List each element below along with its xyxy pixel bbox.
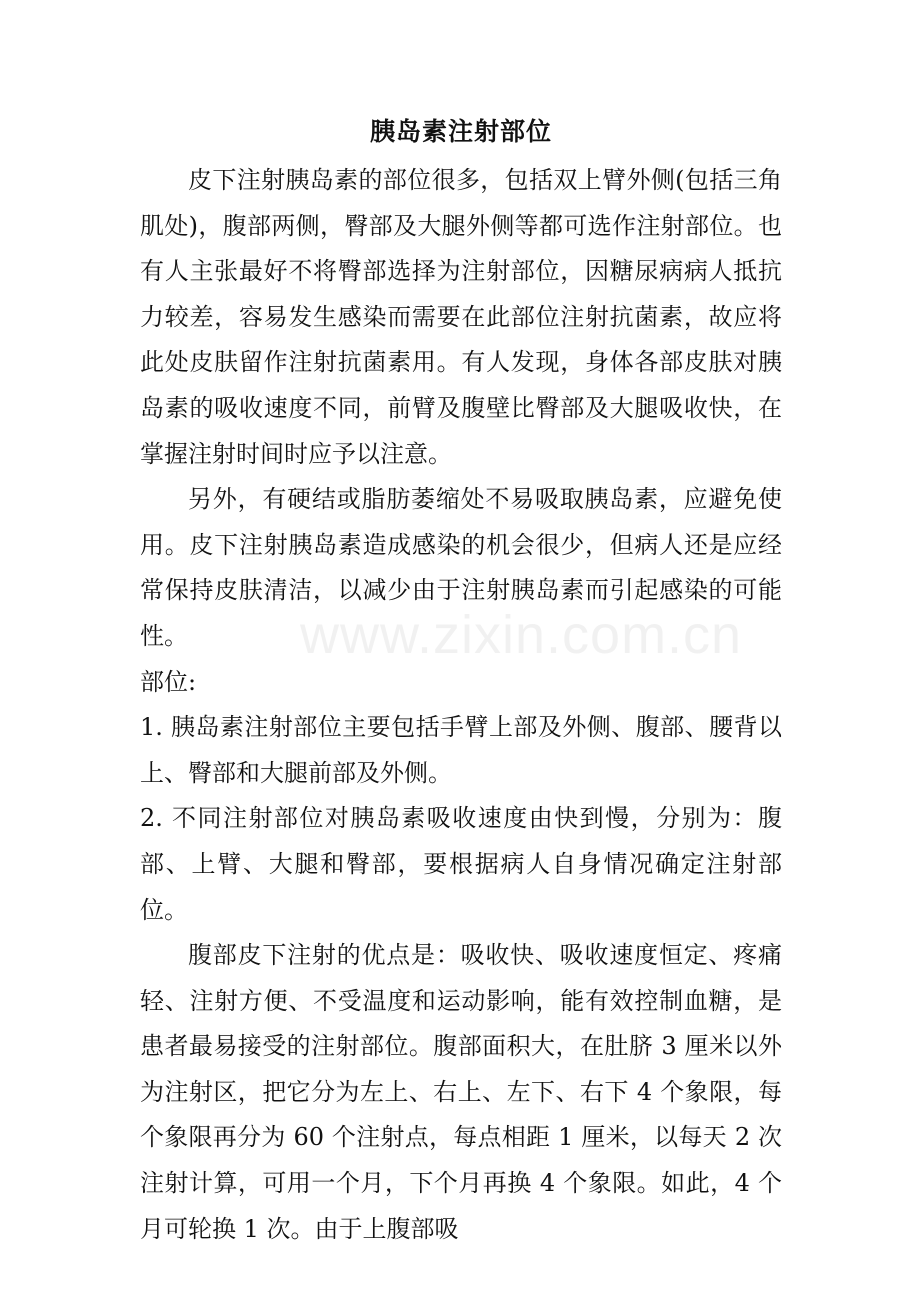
list-item-2: 2. 不同注射部位对胰岛素吸收速度由快到慢，分别为：腹部、上臂、大腿和臀部，要根据病人自身情况确定注射部位。 [140, 804, 782, 924]
document-title: 胰岛素注射部位 [369, 117, 552, 146]
paragraph-abdominal-injection: 腹部皮下注射的优点是：吸收快、吸收速度恒定、疼痛轻、注射方便、不受温度和运动影响，能有效控制血糖，是患者最易接受的注射部位。腹部面积大，在肚脐 3 厘米以外为注射区，把它分为左上、右上、左下、右下 4 个象限，每个象限再分为 60 个注射点，每点相距 1 厘米，以每天 2 次注射计算，可用一个月，下个月再换 4 个象限。如此，4 个月可轮换 1 次。由于上腹部吸 [140, 941, 782, 1243]
paragraph-injection-sites-intro: 皮下注射胰岛素的部位很多，包括双上臂外侧(包括三角肌处)，腹部两侧，臀部及大腿外侧等都可选作注射部位。也有人主张最好不将臀部选择为注射部位，因糖尿病病人抵抗力较差，容易发生感染而需要在此部位注射抗菌素，故应将此处皮肤留作注射抗菌素用。有人发现，身体各部皮肤对胰岛素的吸收速度不同，前臂及腹壁比臀部及大腿吸收快，在掌握注射时间时应予以注意。 [140, 166, 782, 468]
paragraph-hardening-note: 另外，有硬结或脂肪萎缩处不易吸取胰岛素，应避免使用。皮下注射胰岛素造成感染的机会很少，但病人还是应经常保持皮肤清洁，以减少由于注射胰岛素而引起感染的可能性。 [140, 485, 782, 650]
document-page [140, 112, 782, 1252]
section-heading-sites: 部位: [140, 667, 197, 696]
list-item-1: 1. 胰岛素注射部位主要包括手臂上部及外侧、腹部、腰背以上、臀部和大腿前部及外侧。 [140, 713, 782, 787]
watermark: www.zixin.com.cn [300, 605, 743, 665]
